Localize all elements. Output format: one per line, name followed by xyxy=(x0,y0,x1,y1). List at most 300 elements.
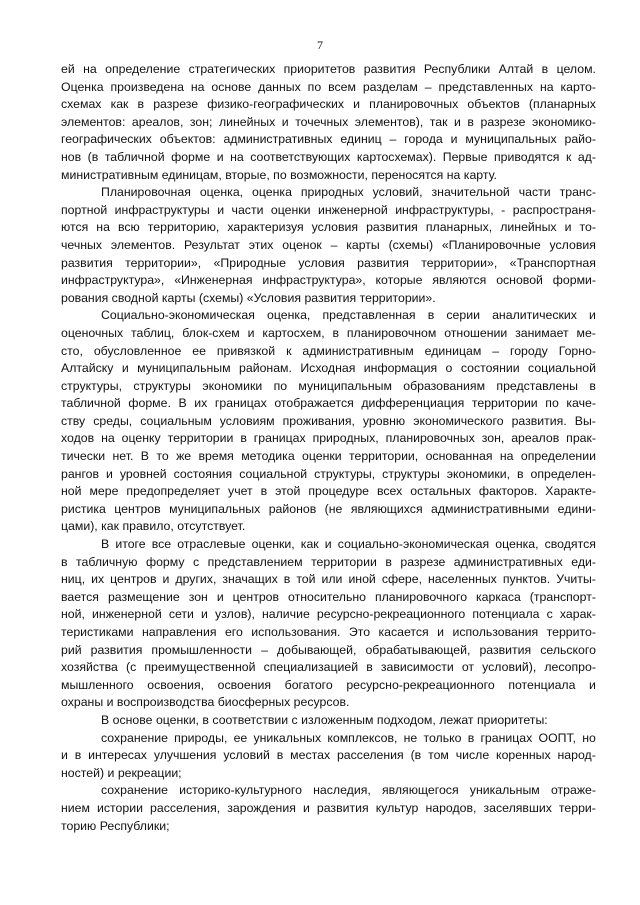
word: ются xyxy=(61,220,89,235)
word: Учиты- xyxy=(556,572,596,587)
word: разрезе xyxy=(480,114,526,129)
word: учет xyxy=(228,484,253,499)
word: образованиям xyxy=(403,378,486,393)
word: условия xyxy=(298,255,345,270)
word: характеризуя xyxy=(227,220,304,235)
word: и xyxy=(454,114,461,129)
word: как xyxy=(300,537,319,552)
word: отношении xyxy=(444,325,508,340)
word: районов xyxy=(268,501,317,516)
word: единицам xyxy=(424,343,482,358)
word: же xyxy=(176,449,192,464)
word: представлены xyxy=(496,378,579,393)
word: как xyxy=(101,519,120,534)
word: территории». xyxy=(359,290,436,305)
word: вторые, xyxy=(225,167,270,182)
word: остальных xyxy=(410,484,471,499)
word: социальной xyxy=(239,466,308,481)
word: экономико- xyxy=(531,114,596,129)
word: и xyxy=(324,537,332,552)
word: охраны xyxy=(61,695,104,710)
word: развития xyxy=(61,255,113,270)
word: ной xyxy=(61,484,82,499)
word: рий xyxy=(61,642,82,657)
text-line xyxy=(61,96,596,114)
word: транс- xyxy=(559,185,596,200)
word: В xyxy=(178,396,187,411)
text-line xyxy=(61,272,596,290)
word: «Инженерная xyxy=(174,273,253,288)
word: и xyxy=(216,589,224,604)
word: в xyxy=(137,97,145,112)
word: и xyxy=(106,466,113,481)
word: каркаса xyxy=(476,589,521,604)
word: территории xyxy=(311,554,377,569)
word: не xyxy=(403,730,418,745)
word: той xyxy=(296,572,316,587)
word: природных, xyxy=(312,431,379,446)
word: карто- xyxy=(560,79,596,94)
text-line xyxy=(61,536,596,554)
word: и xyxy=(106,695,114,710)
word: города xyxy=(404,132,443,147)
word: ей xyxy=(61,62,75,76)
word: соответствующих xyxy=(250,149,351,164)
word: ресурсно-рекреационного xyxy=(316,607,466,622)
word: уникальных xyxy=(253,730,322,745)
word: географических xyxy=(61,132,152,147)
word: размещение xyxy=(107,589,180,604)
word: условий, xyxy=(372,185,423,200)
word: итоге xyxy=(115,537,146,552)
word: с xyxy=(192,554,200,569)
word: инженерной xyxy=(318,202,388,217)
word: Оценка xyxy=(61,79,104,94)
word: стратегических xyxy=(188,62,276,76)
word: сводятся xyxy=(544,537,596,552)
text-line xyxy=(61,184,596,202)
word: ходов xyxy=(61,431,95,446)
word: специализацией xyxy=(263,660,359,675)
word: мышленного xyxy=(61,677,134,692)
word: (схемы) xyxy=(388,237,434,252)
word: городу xyxy=(510,343,548,358)
word: определение xyxy=(105,62,181,76)
word: в xyxy=(240,431,247,446)
word: расселения, xyxy=(150,800,221,815)
word: «Планировочные xyxy=(441,237,541,252)
word: В xyxy=(101,712,110,727)
word: (не xyxy=(324,501,343,516)
word: нием xyxy=(61,800,90,815)
word: муниципальных xyxy=(169,501,261,516)
word: на xyxy=(96,220,110,235)
word: форме xyxy=(171,149,211,164)
word: инфраструктуры, xyxy=(395,202,494,217)
word: оценка, xyxy=(199,185,244,200)
word: рования xyxy=(61,290,109,305)
word: административными xyxy=(431,501,550,516)
word: планарных, xyxy=(425,220,493,235)
word: развития xyxy=(316,800,369,815)
word: ству xyxy=(61,413,86,428)
word: Характе- xyxy=(545,484,596,499)
word: вается xyxy=(61,589,99,604)
word: харак- xyxy=(559,607,596,622)
word: структуры xyxy=(382,466,440,481)
word: условия xyxy=(311,220,359,235)
word: – xyxy=(389,132,397,147)
text-line xyxy=(61,290,596,308)
word: социальной xyxy=(528,361,596,376)
word: с xyxy=(546,607,553,622)
word: теристиками xyxy=(61,625,134,639)
word: и xyxy=(61,748,68,763)
word: оценки, xyxy=(251,537,295,552)
word: в xyxy=(467,114,474,129)
word: условий), xyxy=(482,660,537,675)
word: по xyxy=(273,167,287,182)
word: территории, xyxy=(349,449,419,464)
word: в xyxy=(202,712,209,727)
word: или xyxy=(321,572,343,587)
word: портной xyxy=(61,202,108,217)
word: аналитических xyxy=(492,308,577,323)
word: ной, xyxy=(61,607,85,622)
word: методика xyxy=(241,449,295,464)
word: на xyxy=(101,431,115,446)
word: основанная xyxy=(425,449,493,464)
word: карты xyxy=(161,290,196,305)
word: и xyxy=(107,765,115,780)
word: Социально-экономическая xyxy=(101,308,255,323)
word: наследия, xyxy=(313,783,371,798)
word: таблиц, xyxy=(131,325,175,340)
text-line xyxy=(61,694,596,712)
word: физико-географических xyxy=(207,97,345,112)
word: как xyxy=(110,97,129,112)
word: уровней xyxy=(119,466,167,481)
text-line xyxy=(61,554,596,572)
word: районам. xyxy=(239,361,292,376)
word: территории xyxy=(167,431,234,446)
word: уровню xyxy=(362,413,406,428)
word: инфраструктура», xyxy=(262,273,366,288)
word: зарождения xyxy=(227,800,296,815)
word: всем xyxy=(328,79,356,94)
word: министративным xyxy=(61,167,159,182)
word: потенциала xyxy=(472,607,540,622)
word: и xyxy=(217,202,225,217)
body-text xyxy=(61,61,596,835)
word: (в xyxy=(87,149,99,164)
text-line xyxy=(61,378,596,396)
word: среды, xyxy=(93,413,133,428)
word: и xyxy=(281,114,289,129)
word: Алтай xyxy=(498,62,534,76)
word: отраслевые xyxy=(177,537,246,552)
word: в xyxy=(366,660,373,675)
word: и xyxy=(450,132,458,147)
word: наличие xyxy=(262,607,310,622)
word: освоения, xyxy=(147,677,205,692)
text-line xyxy=(61,818,596,836)
word: планировочных xyxy=(385,431,475,446)
word: Результат xyxy=(184,237,240,252)
word: истории xyxy=(97,800,143,815)
word: предопределяет xyxy=(126,484,221,499)
word: разделам xyxy=(362,79,418,94)
word: оценок xyxy=(282,237,322,252)
word: торию xyxy=(61,818,97,833)
word: проживания, xyxy=(282,413,355,428)
word: карты xyxy=(346,237,380,252)
word: сельского xyxy=(540,642,596,657)
word: Вы- xyxy=(574,413,596,428)
word: планировочного xyxy=(374,589,468,604)
text-line xyxy=(61,255,596,273)
word: то xyxy=(156,449,169,464)
word: факторов. xyxy=(478,484,538,499)
word: пунктов. xyxy=(502,572,551,587)
word: и xyxy=(302,800,310,815)
word: комплексов, xyxy=(327,730,398,745)
word: народ- xyxy=(557,748,596,763)
word: рекреации; xyxy=(117,765,182,780)
word: форму xyxy=(145,554,185,569)
word: прак- xyxy=(566,431,596,446)
word: то- xyxy=(579,220,596,235)
word: – xyxy=(261,642,268,657)
word: ее xyxy=(233,730,248,745)
word: его xyxy=(224,625,243,639)
word: оценка xyxy=(252,185,292,200)
word: блок-схем xyxy=(182,325,240,340)
word: муниципальным xyxy=(298,378,392,393)
word: Республики; xyxy=(99,818,170,833)
word: в xyxy=(283,572,291,587)
word: воспроизводства xyxy=(116,695,215,710)
word: каче- xyxy=(566,396,596,411)
word: и xyxy=(564,220,572,235)
text-line xyxy=(61,202,596,220)
word: сто, xyxy=(61,343,83,358)
word: социальным xyxy=(140,413,212,428)
word: приводятся xyxy=(493,149,560,164)
word: оценку xyxy=(121,431,161,446)
word: центров xyxy=(110,572,157,587)
text-line xyxy=(61,167,596,185)
word: картосхем, xyxy=(262,325,325,340)
word: в xyxy=(427,308,435,323)
word: являющихся xyxy=(350,501,423,516)
word: рангов xyxy=(61,466,100,481)
word: (в xyxy=(410,748,422,763)
word: соответствии xyxy=(212,712,289,727)
word: сохранение xyxy=(101,783,168,798)
word: Это xyxy=(348,625,371,639)
word: «Условия xyxy=(246,290,301,305)
word: зон; xyxy=(189,114,213,129)
word: использования xyxy=(452,625,539,639)
word: природных xyxy=(300,185,364,200)
text-line xyxy=(61,131,596,149)
text-line xyxy=(61,730,596,748)
word: и xyxy=(216,149,224,164)
text-line xyxy=(61,395,596,413)
word: природы, xyxy=(174,730,228,745)
text-line xyxy=(61,237,596,255)
word: экономического xyxy=(413,413,504,428)
word: приоритеты: xyxy=(476,712,548,727)
word: распространя- xyxy=(512,202,596,217)
word: условия xyxy=(549,237,596,252)
word: схемах xyxy=(61,97,102,112)
word: райо- xyxy=(564,132,596,147)
word: – xyxy=(330,237,338,252)
word: только xyxy=(423,730,462,745)
word: состоянии xyxy=(460,361,520,376)
word: административным xyxy=(302,343,414,358)
word: муниципальным xyxy=(137,361,231,376)
word: биосферных xyxy=(217,695,291,710)
word: планировочном xyxy=(346,325,437,340)
word: картосхемах). xyxy=(356,149,437,164)
word: табличную xyxy=(76,554,138,569)
word: приоритетов xyxy=(283,62,356,76)
word: обрабатывающей, xyxy=(365,642,471,657)
word: цами), xyxy=(61,519,98,534)
word: зон, xyxy=(481,431,505,446)
word: элементов), xyxy=(354,114,424,129)
word: едини- xyxy=(557,501,596,516)
word: ее xyxy=(192,343,206,358)
word: Алтайску xyxy=(61,361,114,376)
word: всю xyxy=(117,220,140,235)
word: иной xyxy=(348,572,376,587)
word: процедуре xyxy=(308,484,370,499)
word: отсутствует. xyxy=(177,519,246,534)
word: административных xyxy=(453,554,563,569)
word: в xyxy=(517,466,524,481)
word: ареалов xyxy=(511,431,560,446)
text-line xyxy=(61,747,596,765)
word: сети xyxy=(168,607,194,622)
word: и xyxy=(247,325,255,340)
text-line xyxy=(61,606,596,624)
word: нов xyxy=(61,149,82,164)
word: освоения xyxy=(217,677,272,692)
word: ресурсов. xyxy=(293,695,350,710)
word: единиц xyxy=(340,132,382,147)
word: инженерной xyxy=(92,607,162,622)
word: правило, xyxy=(122,519,174,534)
word: и xyxy=(201,607,208,622)
word: единицам, xyxy=(161,167,222,182)
word: в xyxy=(332,325,340,340)
word: занимает xyxy=(515,325,569,340)
word: В xyxy=(101,537,110,552)
word: ООПТ, xyxy=(538,730,577,745)
word: по xyxy=(307,79,322,94)
word: разрезе xyxy=(153,97,199,112)
word: сохранение xyxy=(101,730,168,745)
word: все xyxy=(151,537,172,552)
word: развития xyxy=(366,220,418,235)
word: их xyxy=(194,396,208,411)
word: развития xyxy=(357,255,409,270)
text-line xyxy=(61,782,596,800)
word: являются xyxy=(432,273,487,288)
word: в xyxy=(74,748,82,763)
word: структуры xyxy=(133,378,191,393)
word: дифференциация xyxy=(361,396,465,411)
word: том xyxy=(428,748,449,763)
text-line xyxy=(61,343,596,361)
text-line xyxy=(61,325,596,343)
word: определении xyxy=(520,449,596,464)
word: обусловленное xyxy=(93,343,182,358)
text-line xyxy=(61,448,596,466)
word: административных xyxy=(223,132,333,147)
word: социально-экономическая xyxy=(337,537,490,552)
word: форме. xyxy=(128,396,171,411)
word: использования. xyxy=(251,625,341,639)
word: тически xyxy=(61,449,106,464)
word: этой xyxy=(275,484,301,499)
word: экономики xyxy=(202,378,263,393)
word: развития. xyxy=(511,413,567,428)
word: в xyxy=(260,484,268,499)
word: по xyxy=(545,396,559,411)
word: в xyxy=(541,62,549,76)
text-line xyxy=(61,219,596,237)
word: направления xyxy=(141,625,217,639)
word: (планарных xyxy=(528,97,596,112)
word: Республики xyxy=(423,62,491,76)
word: преимущественной xyxy=(144,660,256,675)
word: части xyxy=(518,185,551,200)
page-number: 7 xyxy=(317,38,323,52)
text-line xyxy=(61,765,596,783)
word: оценки xyxy=(270,202,311,217)
word: - xyxy=(501,202,506,217)
word: на xyxy=(190,79,205,94)
word: (с xyxy=(126,660,137,675)
word: границах xyxy=(480,730,533,745)
word: Горно- xyxy=(558,343,596,358)
word: инфраструктуры xyxy=(114,202,210,217)
word: оценка, xyxy=(267,308,311,323)
word: чечных xyxy=(61,237,103,252)
word: привязкой xyxy=(216,343,276,358)
word: являющегося xyxy=(381,783,459,798)
word: границах xyxy=(214,396,267,411)
word: линейных xyxy=(500,220,557,235)
word: условий xyxy=(223,748,270,763)
text-line xyxy=(61,642,596,660)
word: «Природные xyxy=(213,255,286,270)
word: богатого xyxy=(284,677,333,692)
word: территории», xyxy=(125,255,202,270)
word: добывающей, xyxy=(276,642,357,657)
word: развития xyxy=(90,642,143,657)
word: коренных xyxy=(496,748,551,763)
word: мере xyxy=(89,484,119,499)
word: оценки, xyxy=(155,712,199,727)
text-line xyxy=(61,589,596,607)
word: всех xyxy=(377,484,403,499)
